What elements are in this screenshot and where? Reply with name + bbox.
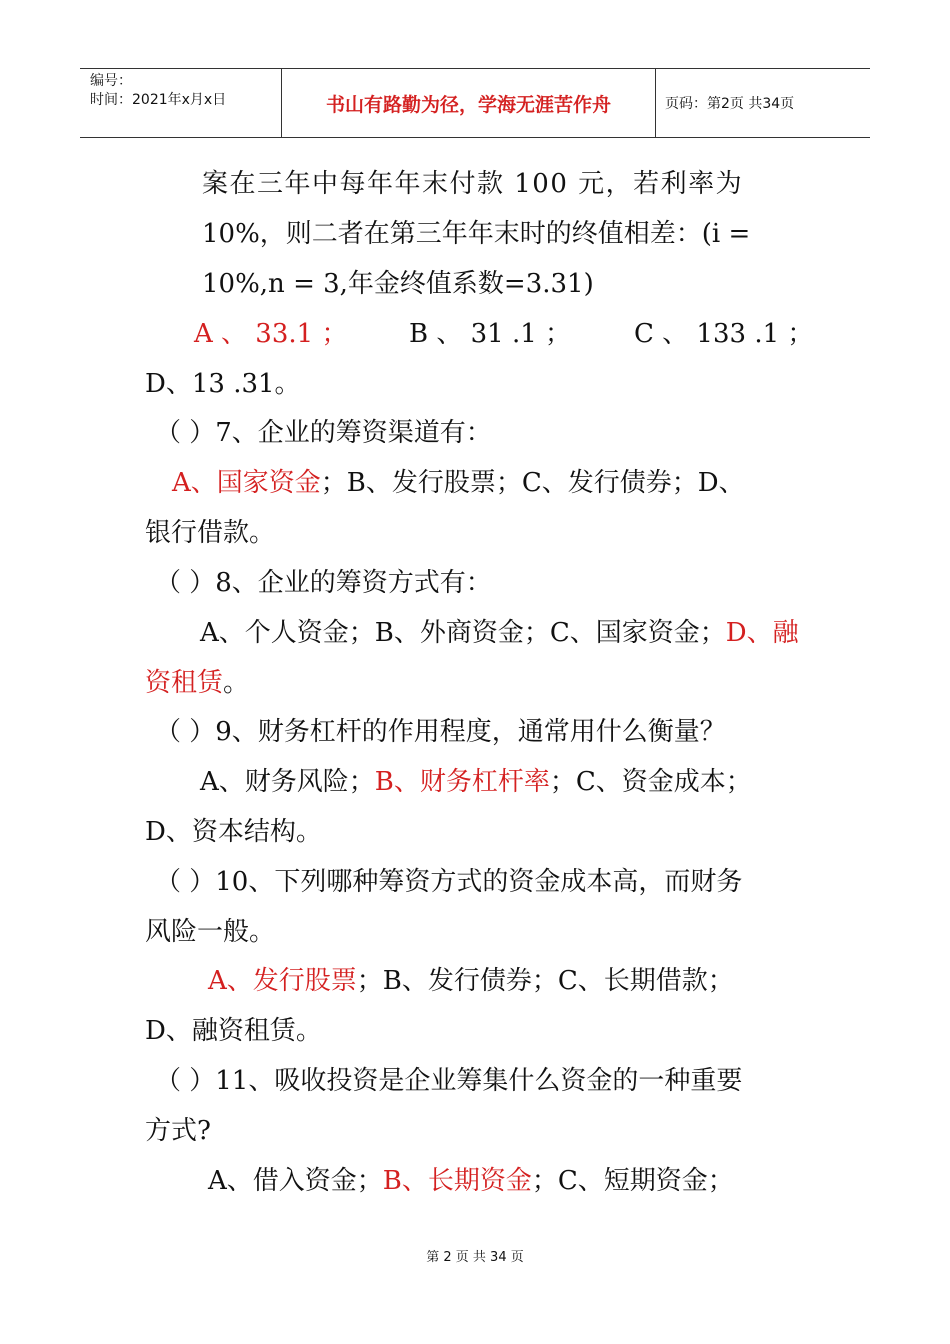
question-10: （ ）10、下列哪种筹资方式的资金成本高，而财务 (155, 867, 743, 897)
page-footer: 第 2 页 共 34 页 (426, 1250, 524, 1265)
q9-option-b: B、财务杠杆率 (374, 767, 550, 797)
page-header (80, 68, 870, 138)
header-meta (80, 69, 280, 137)
text-line-2: 10%，则二者在第三年年末时的终值相差：(i = (202, 219, 751, 249)
header-motto: 书山有路勤为径，学海无涯苦作舟 (281, 69, 656, 137)
header-number: 编号： (90, 73, 132, 89)
question-8: （ ）8、企业的筹资方式有： (155, 568, 492, 598)
q6-option-c: C 、 133 .1 ； (634, 319, 814, 349)
q10-options-rest: ；B、发行债券；C、长期借款； (356, 966, 734, 996)
q7-options-rest: ；B、发行股票；C、发行债券；D、 (320, 468, 745, 498)
q9-options (200, 765, 752, 799)
q10-option-d: D、融资租赁。 (145, 1016, 322, 1046)
q8-end: 。 (223, 668, 250, 698)
q9-option-c: ；C、资金成本； (549, 767, 752, 797)
q11-options (208, 1164, 734, 1198)
question-11-line2: 方式? (145, 1116, 211, 1146)
q7-options-line2: 银行借款。 (145, 518, 276, 548)
q8-option-d-cont: 资租赁 (145, 668, 224, 698)
q11-option-b: B、长期资金 (382, 1166, 532, 1196)
q10-options (208, 964, 734, 998)
q10-option-a: A、发行股票 (208, 966, 357, 996)
q11-option-c: ；C、短期资金； (531, 1166, 734, 1196)
question-7: （ ）7、企业的筹资渠道有： (155, 418, 492, 448)
q9-option-a: A、财务风险； (200, 767, 375, 797)
q7-options (172, 466, 745, 500)
q6-option-b: B 、 31 .1 ； (409, 319, 572, 349)
question-9: （ ）9、财务杠杆的作用程度，通常用什么衡量？ (155, 717, 726, 747)
q8-options-pre: A、个人资金；B、外商资金；C、国家资金； (200, 618, 726, 648)
q11-option-a: A、借入资金； (208, 1166, 383, 1196)
text-line-3: 10%,n = 3,年金终值系数=3.31) (202, 269, 594, 299)
header-time: 时间：2021年x月x日 (90, 92, 227, 108)
q8-options (200, 616, 799, 650)
q7-option-a: A、国家资金 (172, 468, 321, 498)
q6-option-a: A 、 33.1 ； (194, 319, 348, 349)
q6-option-d: D、13 .31。 (145, 369, 301, 399)
header-page: 页码：第2页 共34页 (665, 96, 795, 112)
question-10-line2: 风险一般。 (145, 917, 276, 947)
q8-options-line2 (145, 666, 249, 700)
q9-option-d: D、资本结构。 (145, 817, 322, 847)
question-11: （ ）11、吸收投资是企业筹集什么资金的一种重要 (155, 1066, 743, 1096)
q8-option-d: D、融 (725, 618, 799, 648)
text-line-1: 案在三年中每年年末付款 100 元，若利率为 (202, 169, 744, 199)
